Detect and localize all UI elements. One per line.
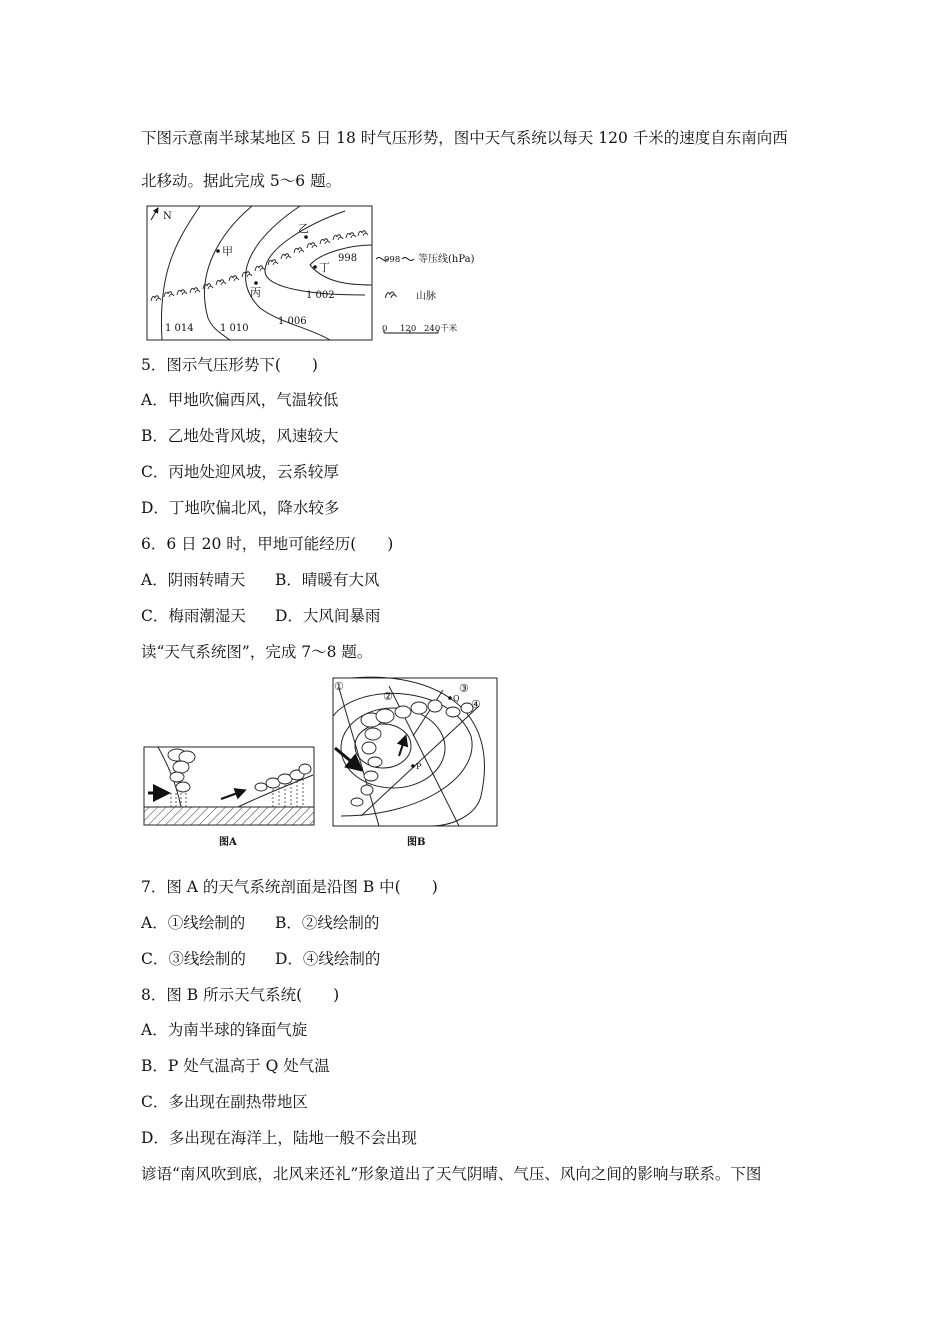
isobar-1010 — [204, 206, 252, 340]
q7-option-d: D．④线绘制的 — [275, 950, 381, 968]
isobar-label-1002: 1 002 — [306, 290, 335, 301]
pressure-map — [140, 203, 500, 343]
q5-option-b: B．乙地处背风坡，风速较大 — [141, 427, 339, 445]
q8-option-a: A．为南半球的锋面气旋 — [141, 1021, 308, 1039]
point-p: P — [416, 762, 422, 771]
q7-stem: 7．图 A 的天气系统剖面是沿图 B 中( ) — [141, 878, 438, 896]
figure-a-caption: 图A — [219, 837, 237, 848]
legend-isobar-sample: 998 — [384, 255, 401, 265]
q6-option-d: D．大风间暴雨 — [275, 607, 381, 625]
legend-isobar-label: 等压线(hPa) — [418, 254, 475, 265]
q6-option-b: B．晴暖有大风 — [275, 571, 380, 589]
warm-air-arrow-b — [399, 738, 405, 756]
isobar-label-1010: 1 010 — [220, 323, 249, 334]
warm-air-arrow — [221, 791, 243, 799]
scale-tick-120: 120 — [400, 324, 417, 334]
cloud-cluster — [351, 700, 473, 806]
cloud-cold-front — [168, 749, 195, 792]
place-ding: 丁 — [319, 261, 330, 274]
map-legend — [376, 252, 475, 302]
q7-option-a: A．①线绘制的 — [141, 914, 246, 932]
point-q: Q — [453, 694, 460, 703]
intro-2: 读“天气系统图”，完成 7～8 题。 — [141, 643, 373, 661]
marker-3: ③ — [459, 682, 469, 695]
isobar-label-1006: 1 006 — [278, 316, 307, 327]
place-bing: 丙 — [250, 286, 261, 299]
scale-tick-240: 240千米 — [424, 324, 458, 334]
legend-mountain-label: 山脉 — [416, 291, 436, 302]
isobar-1014 — [161, 206, 200, 340]
figure-b-caption: 图B — [407, 837, 426, 848]
q6-option-c: C．梅雨潮湿天 — [141, 607, 246, 625]
intro-line-1: 下图示意南半球某地区 5 日 18 时气压形势，图中天气系统以每天 120 千米的速度自东南向西 — [141, 129, 788, 147]
q8-stem: 8．图 B 所示天气系统( ) — [141, 986, 340, 1004]
q8-option-c: C．多出现在副热带地区 — [141, 1093, 308, 1111]
q6-stem: 6．6 日 20 时，甲地可能经历( ) — [141, 535, 394, 553]
figure-a — [143, 745, 315, 851]
map-frame — [147, 206, 372, 340]
place-yi: 乙 — [298, 222, 309, 235]
q5-option-a: A．甲地吹偏西风，气温较低 — [141, 391, 339, 409]
q8-option-d: D．多出现在海洋上，陆地一般不会出现 — [141, 1129, 417, 1147]
q7-option-b: B．②线绘制的 — [275, 914, 380, 932]
north-arrow — [151, 208, 172, 222]
q8-option-b: B．P 处气温高于 Q 处气温 — [141, 1057, 330, 1075]
isobar-label-998: 998 — [338, 253, 358, 264]
marker-2: ② — [383, 690, 393, 703]
q7-option-c: C．③线绘制的 — [141, 950, 246, 968]
place-jia: 甲 — [222, 245, 233, 258]
intro-line-2: 北移动。据此完成 5～6 题。 — [141, 172, 342, 190]
intro-3: 谚语“南风吹到底，北风来还礼”形象道出了天气阴晴、气压、风向之间的影响与联系。下图 — [141, 1165, 762, 1183]
marker-4: ④ — [471, 698, 481, 711]
scale-tick-0: 0 — [382, 324, 388, 334]
q5-option-c: C．丙地处迎风坡，云系较厚 — [141, 463, 339, 481]
figure-b — [331, 676, 499, 852]
ground-hatch — [144, 807, 314, 825]
scale-bar — [382, 323, 458, 334]
q5-option-d: D．丁地吹偏北风，降水较多 — [141, 499, 340, 517]
isobar-label-1014: 1 014 — [165, 323, 194, 334]
q5-stem: 5．图示气压形势下( ) — [141, 356, 318, 374]
north-label: N — [163, 211, 172, 222]
q6-option-a: A．阴雨转晴天 — [141, 571, 246, 589]
marker-1: ① — [334, 680, 344, 693]
